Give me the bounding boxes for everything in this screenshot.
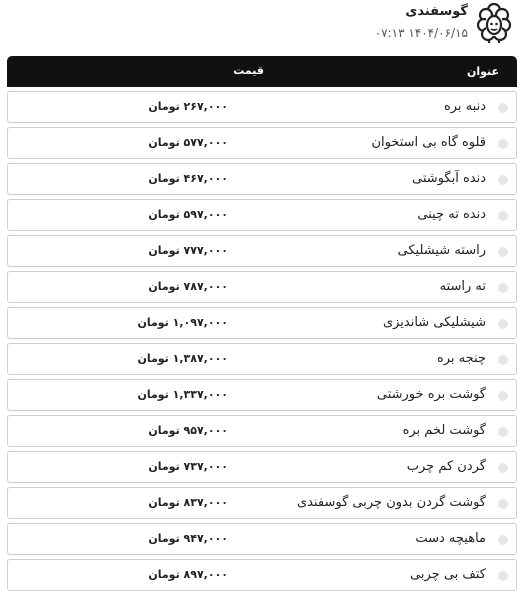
item-name: راسته شیشلیکی	[397, 243, 486, 258]
item-name: قلوه گاه بی استخوان	[371, 135, 486, 150]
item-name: گوشت بره خورشتی	[376, 387, 486, 402]
item-price: ۵۷۷,۰۰۰ تومان	[148, 136, 228, 149]
table-header	[7, 56, 517, 87]
column-header-price: قیمت	[233, 64, 264, 77]
table-row[interactable]	[7, 487, 517, 519]
table-row[interactable]	[7, 235, 517, 267]
price-table	[7, 56, 517, 591]
row-bullet-icon	[498, 211, 508, 221]
item-name: چنجه بره	[436, 351, 486, 366]
item-name: گوشت گردن بدون چربی گوسفندی	[296, 495, 486, 510]
page-title: گوسفندی	[405, 4, 468, 19]
item-price: ۱,۳۳۷,۰۰۰ تومان	[137, 388, 228, 401]
item-name: دنده آبگوشتی	[412, 171, 486, 186]
table-row[interactable]	[7, 307, 517, 339]
item-price: ۵۹۷,۰۰۰ تومان	[148, 208, 228, 221]
row-bullet-icon	[498, 139, 508, 149]
item-name: کتف بی چربی	[410, 567, 486, 582]
row-bullet-icon	[498, 391, 508, 401]
row-bullet-icon	[498, 355, 508, 365]
row-bullet-icon	[498, 103, 508, 113]
row-bullet-icon	[498, 535, 508, 545]
row-bullet-icon	[498, 427, 508, 437]
row-bullet-icon	[498, 499, 508, 509]
table-row[interactable]	[7, 523, 517, 555]
table-row[interactable]	[7, 271, 517, 303]
item-name: گردن کم چرب	[406, 459, 486, 474]
item-name: دنبه بره	[443, 99, 486, 114]
table-row[interactable]	[7, 415, 517, 447]
item-name: دنده ته چینی	[417, 207, 486, 222]
row-bullet-icon	[498, 571, 508, 581]
table-row[interactable]	[7, 343, 517, 375]
item-price: ۹۵۷,۰۰۰ تومان	[148, 424, 228, 437]
row-bullet-icon	[498, 247, 508, 257]
table-row[interactable]	[7, 127, 517, 159]
item-name: ته راسته	[439, 279, 486, 294]
table-row[interactable]	[7, 379, 517, 411]
table-row[interactable]	[7, 559, 517, 591]
page-header	[0, 0, 520, 52]
row-bullet-icon	[498, 463, 508, 473]
item-price: ۱,۳۸۷,۰۰۰ تومان	[137, 352, 228, 365]
row-bullet-icon	[498, 283, 508, 293]
item-name: شیشلیکی شاندیزی	[382, 315, 486, 330]
item-name: ماهیچه دست	[415, 531, 486, 546]
item-price: ۲۶۷,۰۰۰ تومان	[148, 100, 228, 113]
table-row[interactable]	[7, 451, 517, 483]
item-price: ۹۴۷,۰۰۰ تومان	[148, 532, 228, 545]
item-name: گوشت لخم بره	[402, 423, 486, 438]
item-price: ۷۷۷,۰۰۰ تومان	[148, 244, 228, 257]
column-header-name: عنوان	[466, 65, 499, 78]
item-price: ۷۸۷,۰۰۰ تومان	[148, 280, 228, 293]
item-price: ۸۹۷,۰۰۰ تومان	[148, 568, 228, 581]
table-row[interactable]	[7, 91, 517, 123]
item-price: ۸۳۷,۰۰۰ تومان	[148, 496, 228, 509]
item-price: ۱,۰۹۷,۰۰۰ تومان	[137, 316, 228, 329]
sheep-icon	[474, 0, 514, 44]
row-bullet-icon	[498, 319, 508, 329]
item-price: ۴۶۷,۰۰۰ تومان	[148, 172, 228, 185]
table-row[interactable]	[7, 163, 517, 195]
row-bullet-icon	[498, 175, 508, 185]
update-timestamp: ۰۷:۱۳ ۱۴۰۴/۰۶/۱۵	[374, 26, 468, 40]
item-price: ۷۳۷,۰۰۰ تومان	[148, 460, 228, 473]
table-row[interactable]	[7, 199, 517, 231]
